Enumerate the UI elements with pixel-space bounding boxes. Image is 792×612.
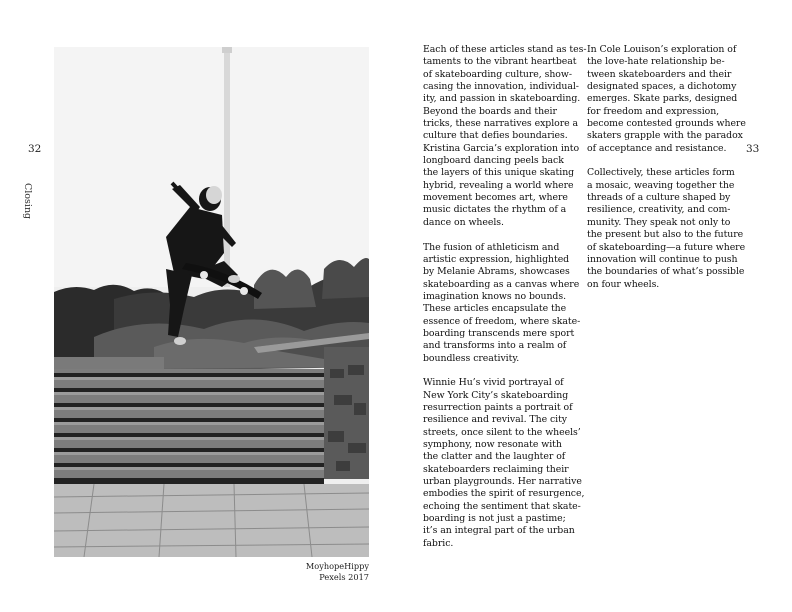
text-line: the present but also to the future — [587, 229, 744, 241]
text-line: Beyond the boards and their — [423, 105, 557, 117]
photo-credit — [306, 561, 369, 583]
text-line: streets, once silent to the wheels’ — [423, 426, 581, 438]
photo-credit-line: Pexels 2017 — [319, 572, 369, 582]
text-line: the boundaries of what’s possible — [587, 266, 745, 278]
text-line: innovation will continue to push — [587, 253, 738, 265]
text-line: skateboarding as a canvas where — [423, 278, 580, 290]
text-line: emerges. Skate parks, designed — [587, 93, 738, 105]
text-line: dance on wheels. — [423, 216, 504, 228]
text-line: music dictates the rhythm of a — [423, 204, 567, 216]
paragraph — [587, 167, 746, 290]
text-line: the layers of this unique skating — [423, 167, 575, 179]
text-column-2 — [587, 44, 746, 303]
text-line: a mosaic, weaving together the — [587, 179, 735, 191]
text-line: The fusion of athleticism and — [423, 241, 560, 253]
text-line: fabric. — [423, 537, 454, 549]
text-line: resurrection paints a portrait of — [423, 401, 573, 413]
text-line: and transforms into a realm of — [423, 340, 567, 352]
text-line: by Melanie Abrams, showcases — [423, 266, 570, 278]
text-line: of acceptance and resistance. — [587, 142, 727, 154]
text-line: skateboarders reclaiming their — [423, 463, 569, 475]
section-label: Closing — [22, 183, 33, 220]
text-line: of skateboarding—a future where — [587, 241, 746, 253]
text-line: embodies the spirit of resurgence, — [423, 488, 585, 500]
text-line: longboard dancing peels back — [423, 155, 564, 167]
text-line: it’s an integral part of the urban — [423, 525, 575, 537]
text-line: artistic expression, highlighted — [423, 253, 570, 265]
skateboarder-photo — [54, 47, 369, 557]
text-column-1 — [423, 44, 587, 562]
photo-credit-line: MoyhopeHippy — [305, 561, 369, 571]
text-line: ity, and passion in skateboarding. — [423, 93, 581, 105]
text-line: Collectively, these articles form — [587, 167, 735, 179]
text-line: New York City’s skateboarding — [423, 389, 569, 401]
text-line: Winnie Hu’s vivid portrayal of — [423, 377, 564, 389]
text-line: boarding transcends mere sport — [423, 327, 575, 339]
text-line: tween skateboarders and their — [587, 68, 732, 80]
text-line: symphony, now resonate with — [423, 439, 562, 450]
paragraph — [587, 44, 746, 155]
paragraph — [423, 44, 587, 229]
text-line: In Cole Louison’s exploration of — [587, 44, 737, 55]
text-line: boundless creativity. — [423, 352, 520, 364]
text-line: Kristina Garcia’s exploration into — [423, 142, 580, 154]
page-number-left: 32 — [28, 143, 42, 155]
text-line: skaters grapple with the paradox — [587, 130, 743, 142]
paragraph — [423, 241, 581, 365]
text-line: taments to the vibrant heartbeat — [423, 56, 577, 68]
text-line: munity. They speak not only to — [587, 216, 731, 228]
text-line: hybrid, revealing a world where — [423, 179, 574, 191]
text-line: Each of these articles stand as tes- — [423, 44, 587, 55]
text-line: These articles encapsulate the — [423, 303, 567, 315]
text-line: for freedom and expression, — [587, 105, 720, 117]
paragraph — [423, 377, 585, 550]
text-line: boarding is not just a pastime; — [423, 513, 566, 525]
text-line: casing the innovation, individual- — [423, 81, 579, 93]
page-number-right: 33 — [746, 143, 760, 155]
text-line: designated spaces, a dichotomy — [587, 81, 737, 93]
text-line: resilience, creativity, and com- — [587, 204, 731, 216]
text-line: threads of a culture shaped by — [587, 192, 731, 204]
photo-illustration — [54, 47, 369, 557]
text-line: the love-hate relationship be- — [587, 56, 725, 68]
text-line: movement becomes art, where — [423, 192, 568, 204]
text-line: the clatter and the laughter of — [423, 451, 566, 463]
text-line: culture that defies boundaries. — [423, 130, 568, 142]
text-line: essence of freedom, where skate- — [423, 315, 581, 327]
text-line: of skateboarding culture, show- — [423, 68, 572, 80]
text-line: on four wheels. — [587, 278, 660, 290]
text-line: resilience and revival. The city — [423, 414, 568, 426]
text-line: imagination knows no bounds. — [423, 290, 567, 302]
text-line: echoing the sentiment that skate- — [423, 500, 581, 512]
text-line: tricks, these narratives explore a — [423, 118, 579, 130]
text-line: urban playgrounds. Her narrative — [423, 476, 582, 488]
text-line: become contested grounds where — [587, 118, 746, 130]
